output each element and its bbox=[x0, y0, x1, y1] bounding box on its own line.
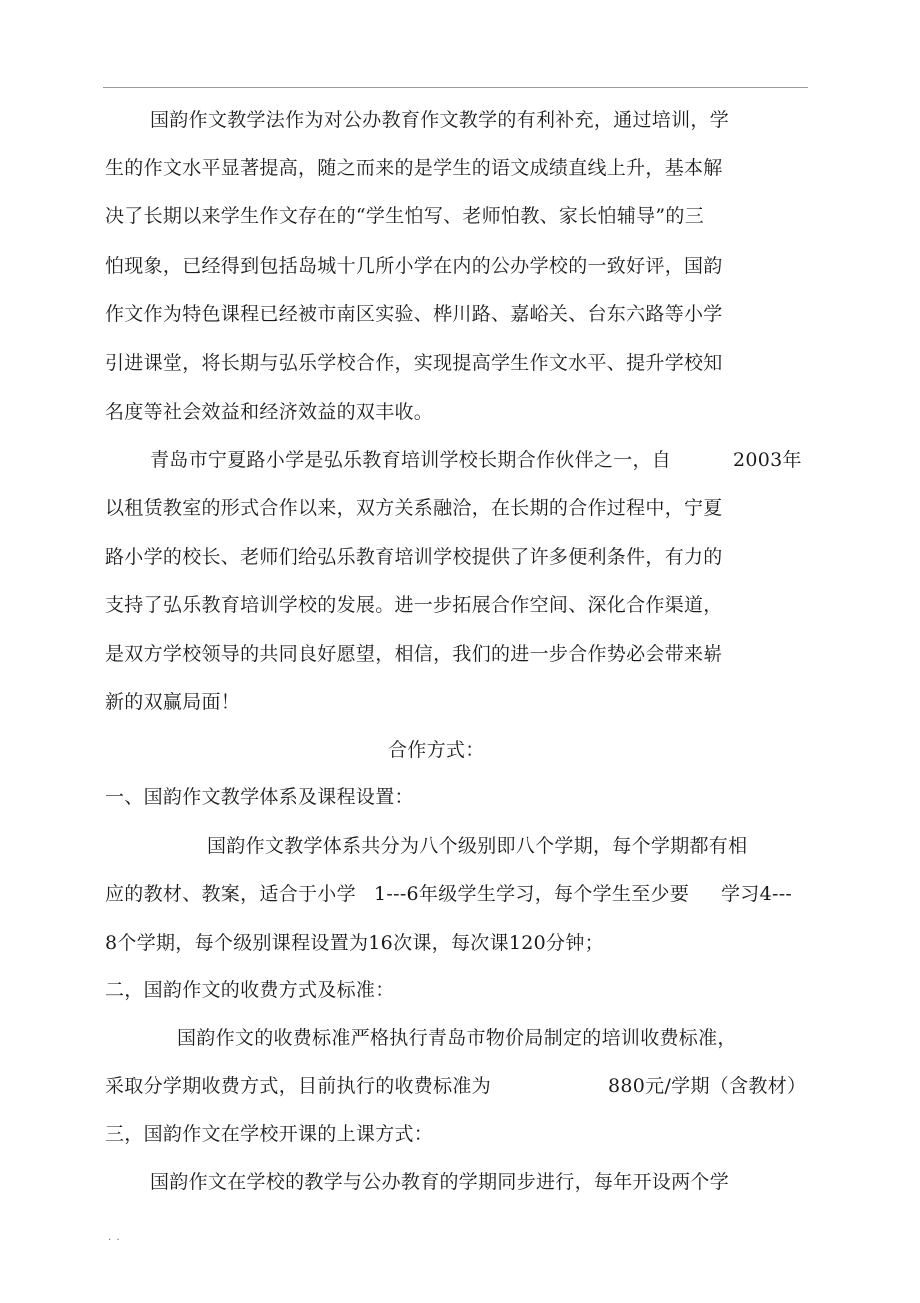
paragraph1-line-6: 引进课堂，将长期与弘乐学校合作，实现提高学生作文水平、提升学校知 bbox=[105, 352, 723, 374]
section1-heading: 一、国韵作文教学体系及课程设置： bbox=[105, 786, 414, 808]
section1-line-2b: 1---6年级学生学习，每个学生至少要 bbox=[374, 883, 690, 905]
paragraph2-line-1: 青岛市宁夏路小学是弘乐教育培训学校长期合作伙伴之一，自 bbox=[150, 449, 672, 471]
section1-line-1: 国韵作文教学体系共分为八个级别即八个学期，每个学期都有相 bbox=[207, 835, 748, 857]
paragraph2-line-6: 新的双赢局面！ bbox=[105, 691, 241, 713]
section-title: 合作方式： bbox=[388, 739, 485, 761]
top-rule bbox=[103, 87, 808, 88]
section2-heading: 二，国韵作文的收费方式及标准： bbox=[105, 979, 395, 1001]
paragraph1-line-1: 国韵作文教学法作为对公办教育作文教学的有利补充，通过培训，学 bbox=[150, 109, 730, 131]
section2-line-2b: 880元/学期（含教材） bbox=[608, 1075, 807, 1097]
section2-line-1: 国韵作文的收费标准严格执行青岛市物价局制定的培训收费标准， bbox=[177, 1027, 737, 1049]
paragraph1-line-3: 决了长期以来学生作文存在的“学生怕写、老师怕教、家长怕辅导”的三 bbox=[105, 205, 705, 227]
section1-line-2a: 应的教材、教案，适合于小学 bbox=[105, 883, 356, 905]
section1-line-2c: 学习4--- bbox=[721, 883, 793, 905]
footer-mark: . . bbox=[108, 1232, 121, 1243]
section3-line-1: 国韵作文在学校的教学与公办教育的学期同步进行，每年开设两个学 bbox=[150, 1171, 730, 1193]
paragraph1-line-5: 作文作为特色课程已经被市南区实验、桦川路、嘉峪关、台东六路等小学 bbox=[105, 303, 723, 325]
paragraph2-year: 2003年 bbox=[733, 449, 802, 471]
section3-heading: 三，国韵作文在学校开课的上课方式： bbox=[105, 1123, 434, 1145]
paragraph2-line-4: 支持了弘乐教育培训学校的发展。进一步拓展合作空间、深化合作渠道， bbox=[105, 594, 723, 616]
paragraph2-line-3: 路小学的校长、老师们给弘乐教育培训学校提供了许多便利条件，有力的 bbox=[105, 546, 723, 568]
paragraph2-line-5: 是双方学校领导的共同良好愿望，相信，我们的进一步合作势必会带来崭 bbox=[105, 643, 723, 665]
paragraph2-line-2: 以租赁教室的形式合作以来，双方关系融洽，在长期的合作过程中，宁夏 bbox=[105, 497, 723, 519]
section1-line-3: 8个学期，每个级别课程设置为16次课，每次课120分钟； bbox=[105, 932, 604, 954]
section2-line-2a: 采取分学期收费方式，目前执行的收费标准为 bbox=[105, 1075, 492, 1097]
paragraph1-line-2: 生的作文水平显著提高，随之而来的是学生的语文成绩直线上升，基本解 bbox=[105, 157, 723, 179]
paragraph1-line-4: 怕现象，已经得到包括岛城十几所小学在内的公办学校的一致好评，国韵 bbox=[105, 255, 723, 277]
paragraph1-line-7: 名度等社会效益和经济效益的双丰收。 bbox=[105, 401, 434, 423]
